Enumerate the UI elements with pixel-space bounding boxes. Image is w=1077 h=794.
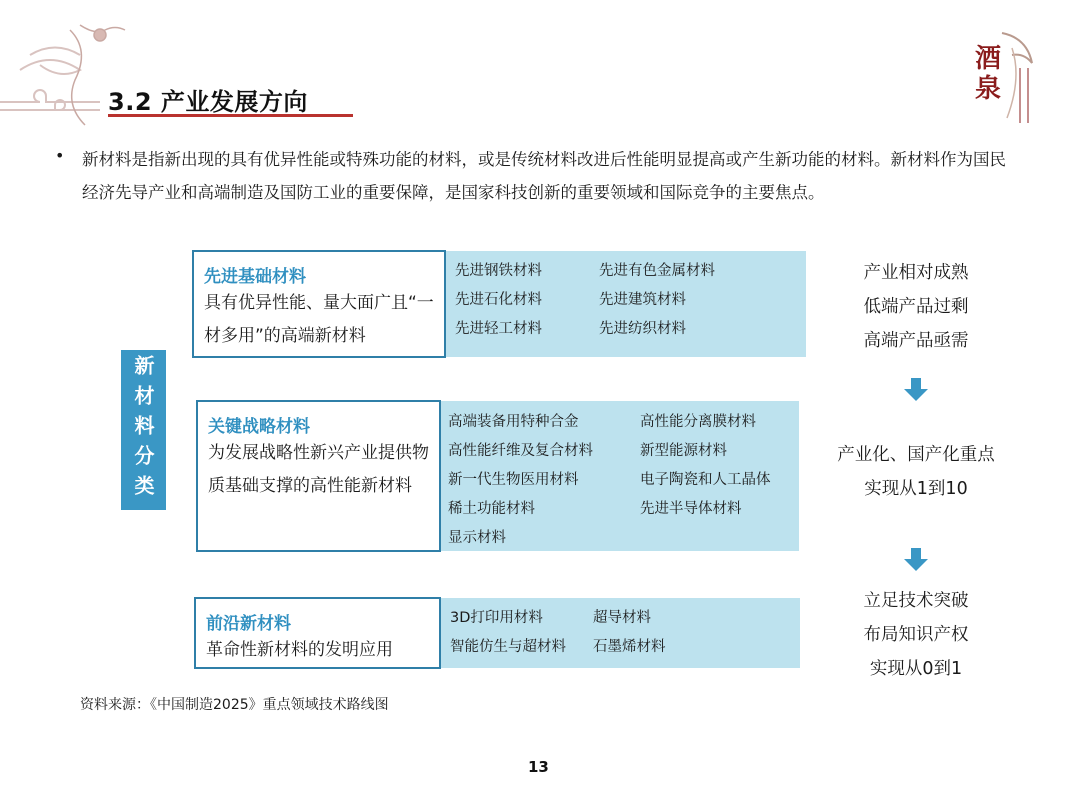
list-item: 先进有色金属材料 xyxy=(599,263,715,279)
maturity-note-2 xyxy=(821,438,1011,506)
arrow-down-icon xyxy=(904,548,928,572)
page-number: 13 xyxy=(528,758,549,776)
note-line: 产业化、国产化重点 xyxy=(837,445,995,465)
category-title: 前沿新材料 xyxy=(206,614,291,634)
list-item: 超导材料 xyxy=(593,610,651,626)
category-title: 关键战略材料 xyxy=(208,417,310,437)
list-item: 电子陶瓷和人工晶体 xyxy=(640,472,771,488)
list-item: 先进建筑材料 xyxy=(599,292,686,308)
list-item: 显示材料 xyxy=(448,530,506,546)
note-line: 立足技术突破 xyxy=(863,591,969,611)
list-item: 先进轻工材料 xyxy=(455,321,542,337)
list-item: 新型能源材料 xyxy=(640,443,727,459)
category-description: 为发展战略性新兴产业提供物质基础支撑的高性能新材料 xyxy=(208,443,429,496)
side-label-text: 新材料分类 xyxy=(131,355,155,505)
category-items-box-1 xyxy=(440,251,806,357)
logo-text: 酒泉 xyxy=(974,44,1001,104)
list-item: 新一代生物医用材料 xyxy=(448,472,579,488)
list-item: 先进石化材料 xyxy=(455,292,542,308)
maturity-note-3 xyxy=(821,584,1011,686)
note-line: 布局知识产权 xyxy=(863,625,969,645)
category-items-box-2 xyxy=(436,401,799,551)
list-item: 智能仿生与超材料 xyxy=(450,639,566,655)
note-line: 产业相对成熟 xyxy=(863,263,969,283)
list-item: 先进纺织材料 xyxy=(599,321,686,337)
list-item: 先进钢铁材料 xyxy=(455,263,542,279)
category-definition-box-2 xyxy=(196,400,441,552)
list-item: 稀土功能材料 xyxy=(448,501,535,517)
list-item: 先进半导体材料 xyxy=(640,501,742,517)
list-item: 高性能纤维及复合材料 xyxy=(448,443,593,459)
category-title: 先进基础材料 xyxy=(204,267,306,287)
list-item: 高端装备用特种合金 xyxy=(448,414,579,430)
source-citation: 资料来源：《中国制造2025》重点领域技术路线图 xyxy=(80,697,389,713)
list-item: 高性能分离膜材料 xyxy=(640,414,756,430)
category-description: 革命性新材料的发明应用 xyxy=(206,640,393,660)
bullet-marker: • xyxy=(55,146,65,165)
category-description: 具有优异性能、量大面广且“一材多用”的高端新材料 xyxy=(204,293,434,346)
intro-paragraph: 新材料是指新出现的具有优异性能或特殊功能的材料，或是传统材料改进后性能明显提高或产生新功能的材料。新材料作为国民经济先导产业和高端制造及国防工业的重要保障，是国家科技创新的重要领域和国际竞争的主要焦点。 xyxy=(82,150,1006,202)
note-line: 低端产品过剩 xyxy=(863,297,969,317)
side-category-label xyxy=(121,350,166,510)
category-definition-box-1 xyxy=(192,250,446,358)
page-title: 3.2 产业发展方向 xyxy=(108,88,308,116)
note-line: 高端产品亟需 xyxy=(863,331,969,351)
category-definition-box-3 xyxy=(194,597,441,669)
list-item: 石墨烯材料 xyxy=(593,639,666,655)
arrow-down-icon xyxy=(904,378,928,402)
maturity-note-1 xyxy=(821,256,1011,358)
note-line: 实现从0到1 xyxy=(869,659,963,679)
note-line: 实现从1到10 xyxy=(864,479,968,499)
category-items-box-3 xyxy=(440,598,800,668)
list-item: 3D打印用材料 xyxy=(450,610,543,626)
